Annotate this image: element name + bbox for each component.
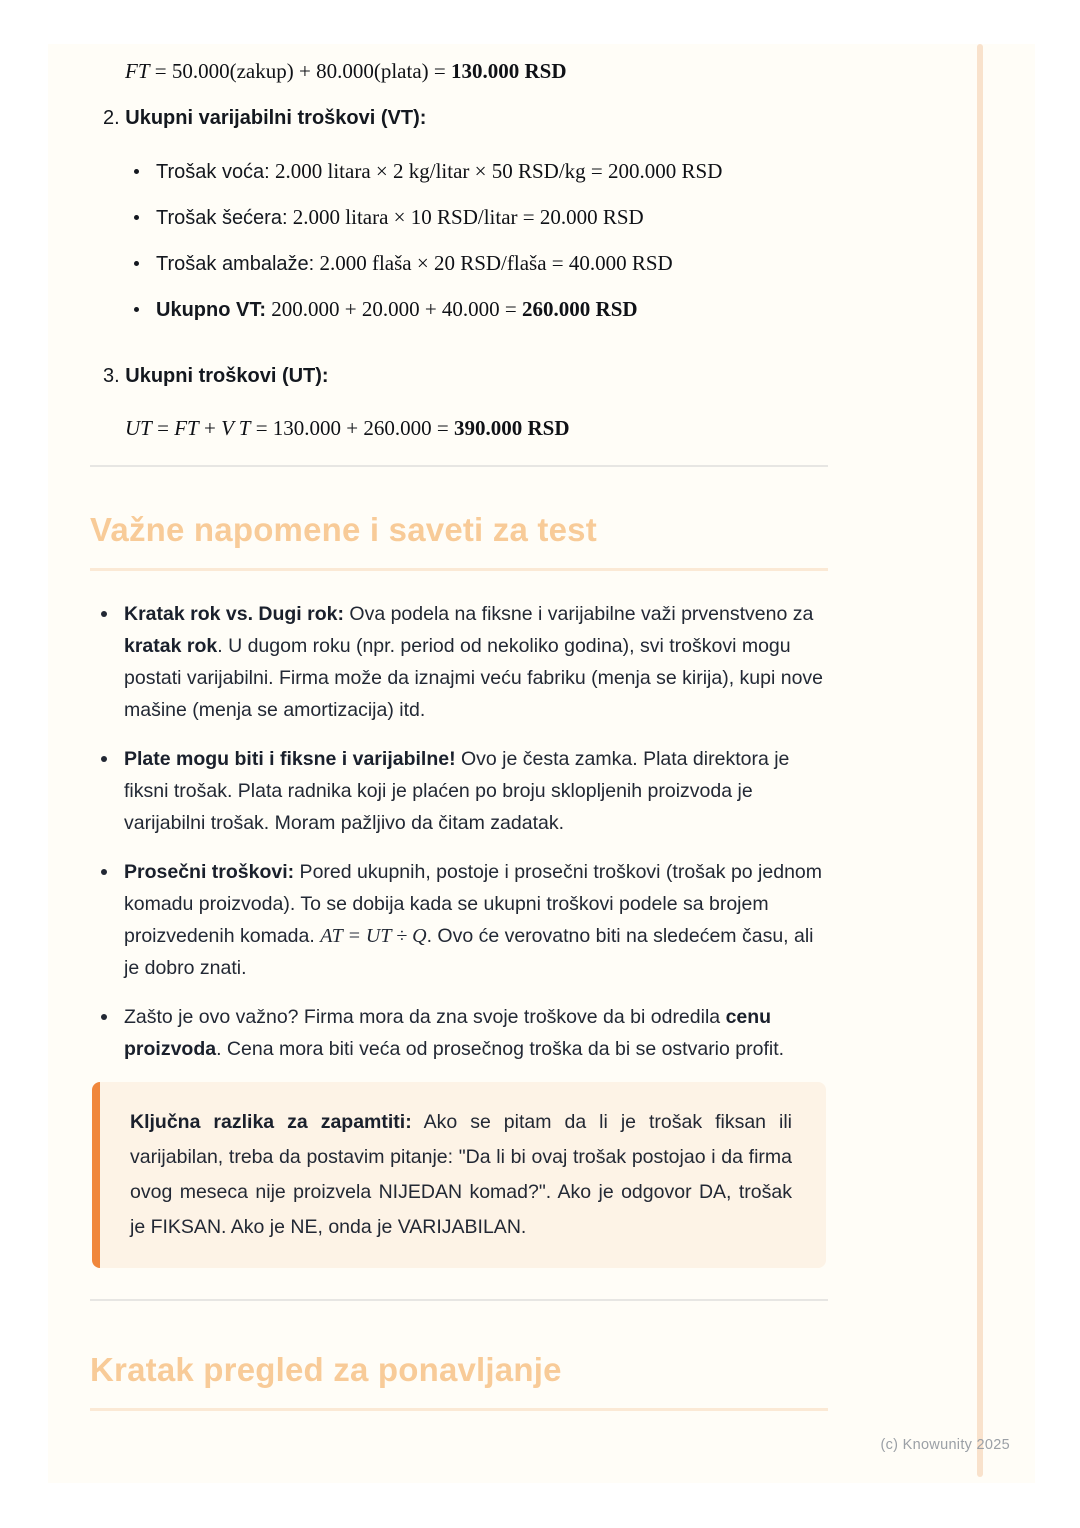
item-3-number: 3. — [103, 365, 120, 387]
item-2-number: 2. — [103, 107, 120, 129]
copyright-footer: (c) Knowunity 2025 — [880, 1437, 1010, 1453]
list-item — [90, 250, 828, 279]
list-item — [90, 743, 828, 839]
formula-ut-var3: V T — [221, 416, 251, 440]
vt-cost-list — [90, 158, 828, 325]
list-item — [90, 158, 828, 187]
vt-item-label: Trošak voća: — [156, 161, 270, 183]
note-text: Ovo je česta zamka. Plata direktora je fiksni trošak. Plata radnika koji je plaćen po broju sklopljenih proizvoda je varijabilni trošak. Moram pažljivo da čitam zadatak. — [124, 748, 790, 834]
vt-item-label: Trošak ambalaže: — [156, 253, 315, 275]
callout-lead: Ključna razlika za zapamtiti: — [130, 1111, 412, 1133]
note-lead: Plate mogu biti i fiksne i varijabilne! — [124, 748, 456, 770]
note-lead: Kratak rok vs. Dugi rok: — [124, 603, 344, 625]
vt-item-label: Trošak šećera: — [156, 207, 288, 229]
note-bold: cenu proizvoda — [124, 1006, 772, 1060]
formula-ut — [125, 415, 828, 441]
formula-ft-mid: = 50.000(zakup) + 80.000(plata) = — [149, 59, 451, 83]
note-text: Zašto je ovo važno? Firma mora da zna svoje troškove da bi odredila — [124, 1006, 726, 1028]
list-item-3-header — [103, 364, 828, 389]
vt-item-math: 2.000 litara × 2 kg/litar × 50 RSD/kg = 200.000 RSD — [269, 159, 723, 183]
vt-item-math: 2.000 litara × 10 RSD/litar = 20.000 RSD — [287, 205, 644, 229]
formula-ft — [125, 58, 828, 84]
note-text: . Cena mora biti veća od prosečnog troška da bi se ostvario profit. — [216, 1038, 785, 1060]
notes-list — [90, 598, 828, 1065]
list-item — [90, 856, 828, 984]
vt-item-label: Ukupno VT: — [156, 299, 266, 321]
formula-ut-var1: UT — [125, 416, 152, 440]
section-divider — [90, 465, 828, 467]
note-text: . Ovo će verovatno biti na sledećem času, ali je dobro znati. — [124, 925, 814, 979]
note-text: Pored ukupnih, postoje i prosečni troškovi (trošak po jednom komadu proizvoda). To se dobija kada se ukupni troškovi podele sa brojem proizvedenih komada. — [124, 861, 823, 947]
formula-ut-op1: = — [151, 416, 175, 440]
note-text: . U dugom roku (npr. period od nekoliko godina), svi troškovi mogu postati varijabilni. Firma može da iznajmi veću fabriku (menja se kirija), kupi nove mašine (menja se amortizacija) itd. — [124, 635, 824, 721]
list-item — [90, 598, 828, 726]
note-lead: Prosečni troškovi: — [124, 861, 295, 883]
section-divider — [90, 1299, 828, 1301]
formula-ft-result: 130.000 RSD — [450, 59, 567, 83]
list-item — [90, 204, 828, 233]
page-content — [90, 44, 828, 1411]
section-heading-pregled: Kratak pregled za ponavljanje — [90, 1351, 562, 1388]
formula-ut-result: 390.000 RSD — [453, 416, 570, 440]
note-formula-at: AT = UT ÷ Q — [320, 925, 427, 947]
formula-ut-var2: FT — [174, 416, 199, 440]
formula-ut-mid: = 130.000 + 260.000 = — [250, 416, 454, 440]
vt-item-math: 200.000 + 20.000 + 40.000 = — [266, 297, 523, 321]
list-item — [90, 1001, 828, 1065]
key-difference-callout — [92, 1082, 826, 1268]
item-2-label: Ukupni varijabilni troškovi (VT): — [125, 107, 427, 129]
callout-text: Ako se pitam da li je trošak fiksan ili varijabilan, treba da postavim pitanje: "Da li bi ovaj trošak postojao i da firma ovog meseca nije proizvela NIJEDAN komad?". Ako je odgovor DA, trošak je FIKSAN. Ako je NE, onda je VARIJABILAN. — [130, 1111, 792, 1238]
section-heading-underline — [90, 568, 828, 571]
note-text: Ova podela na fiksne i varijabilne važi prvenstveno za — [343, 603, 814, 625]
list-item-2-header — [103, 106, 828, 131]
formula-ut-op2: + — [198, 416, 222, 440]
list-item — [90, 296, 828, 325]
section-heading-underline — [90, 1408, 828, 1411]
section-heading-napomene: Važne napomene i saveti za test — [90, 511, 597, 548]
item-3-label: Ukupni troškovi (UT): — [125, 365, 329, 387]
vt-item-math: 2.000 flaša × 20 RSD/flaša = 40.000 RSD — [314, 251, 673, 275]
formula-ft-var: FT — [125, 59, 150, 83]
note-bold: kratak rok — [124, 635, 218, 657]
page-accent-bar — [977, 44, 983, 1477]
vt-item-result: 260.000 RSD — [522, 297, 638, 321]
